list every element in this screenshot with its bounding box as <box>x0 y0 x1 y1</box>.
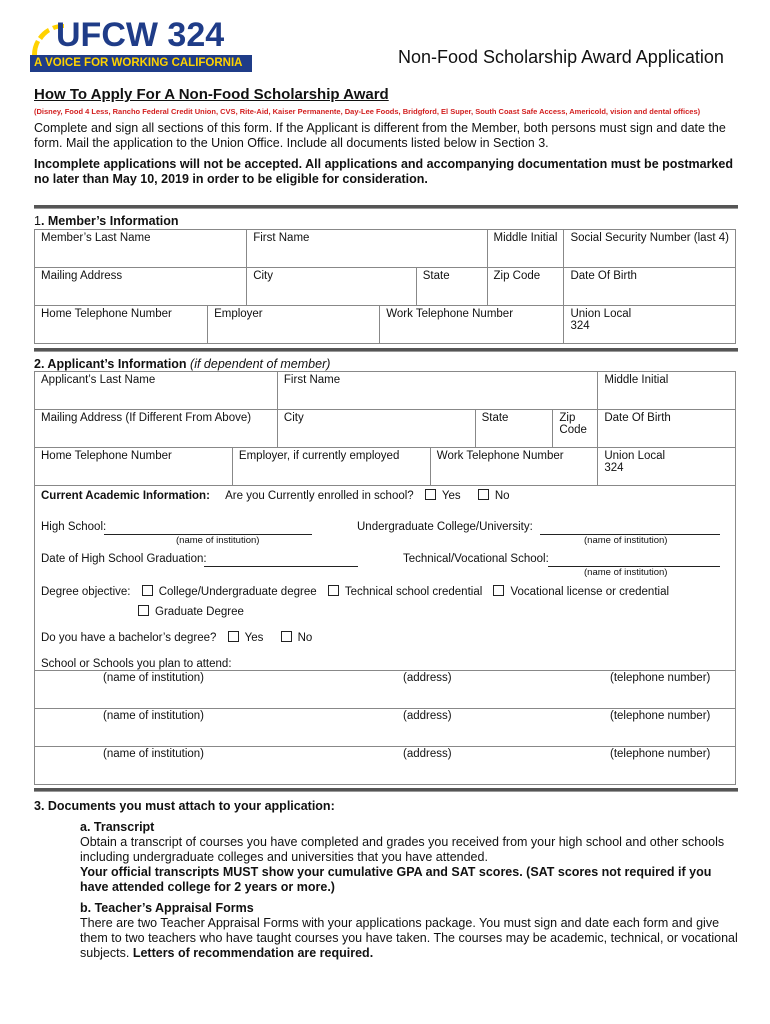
school2-input-line[interactable] <box>34 746 736 747</box>
hs-graduation-input[interactable] <box>204 566 358 567</box>
applicant-middle-initial-field[interactable]: Middle Initial <box>598 372 736 410</box>
section3-heading: 3. Documents you must attach to your application: <box>34 799 335 813</box>
applicant-first-name-field[interactable]: First Name <box>277 372 597 410</box>
tech-voc-label: Technical/Vocational School: <box>403 553 549 565</box>
applicant-mailing-field[interactable]: Mailing Address (If Different From Above) <box>35 410 278 448</box>
undergrad-label: Undergraduate College/University: <box>357 521 533 533</box>
applicant-city-field[interactable]: City <box>277 410 475 448</box>
member-middle-initial-field[interactable]: Middle Initial <box>487 230 564 268</box>
applicant-employer-field[interactable]: Employer, if currently employed <box>232 448 430 486</box>
section1-rule <box>34 205 738 209</box>
intro-deadline: Incomplete applications will not be accepted. All applications and accompanying documentation must be postmarked no later than May 10, 2019 in order to be eligible for consideration. <box>34 157 733 186</box>
degree-objective-row: Degree objective: College/Undergraduate degree Technical school credential Vocational license or credential <box>41 586 670 598</box>
transcript-requirement: Your official transcripts MUST show your cumulative GPA and SAT scores. (SAT scores not required if you have attended college for 2 years or more.) <box>80 865 712 894</box>
member-city-field[interactable]: City <box>247 268 417 306</box>
member-info-table <box>34 229 736 344</box>
high-school-label: High School: <box>41 521 107 533</box>
logo-tagline: A VOICE FOR WORKING CALIFORNIA <box>30 55 252 72</box>
school3-address: (address) <box>403 748 452 760</box>
school3-institution: (name of institution) <box>103 748 204 760</box>
appraisal-body: There are two Teacher Appraisal Forms with your applications package. You must sign and date each form and give them to two teachers who have taught courses you have taken. The courses may be academic, technical, or vocational subjects. Letters of recommendation are required. <box>80 916 738 960</box>
member-employer-field[interactable]: Employer <box>208 306 380 344</box>
member-ssn-field[interactable]: Social Security Number (last 4) <box>564 230 736 268</box>
section3-rule <box>34 788 738 792</box>
school3-telephone: (telephone number) <box>610 748 711 760</box>
degree-graduate-checkbox[interactable] <box>138 605 149 616</box>
logo-text: UFCW 324 <box>56 16 225 54</box>
school2-institution: (name of institution) <box>103 710 204 722</box>
member-mailing-field[interactable]: Mailing Address <box>35 268 247 306</box>
school1-input-line[interactable] <box>34 708 736 709</box>
school2-telephone: (telephone number) <box>610 710 711 722</box>
applicant-info-table <box>34 371 736 486</box>
applicant-union-local-field[interactable]: Union Local 324 <box>598 448 736 486</box>
undergrad-hint: (name of institution) <box>584 535 668 546</box>
bachelor-row: Do you have a bachelor’s degree? Yes No <box>41 632 313 644</box>
applicant-state-field[interactable]: State <box>475 410 553 448</box>
degree-tech-checkbox[interactable] <box>328 585 339 596</box>
section1-heading: 1. Member’s Information <box>34 214 179 228</box>
enrolled-yes-checkbox[interactable] <box>425 489 436 500</box>
high-school-hint: (name of institution) <box>176 535 260 546</box>
member-last-name-field[interactable]: Member’s Last Name <box>35 230 247 268</box>
employer-list: (Disney, Food 4 Less, Rancho Federal Credit Union, CVS, Rite-Aid, Kaiser Permanente, Day-Lee Foods, Bridgford, El Super, South Coast Safe Access, Americold, vision and dental offices) <box>34 107 701 116</box>
appraisal-title: b. Teacher’s Appraisal Forms <box>80 901 254 915</box>
applicant-zip-field[interactable]: Zip Code <box>553 410 598 448</box>
ufcw-logo <box>30 16 252 72</box>
member-union-local-field[interactable]: Union Local 324 <box>564 306 736 344</box>
schools-plan-label: School or Schools you plan to attend: <box>41 658 232 670</box>
bachelor-no-checkbox[interactable] <box>281 631 292 642</box>
bachelor-yes-checkbox[interactable] <box>228 631 239 642</box>
applicant-work-phone-field[interactable]: Work Telephone Number <box>430 448 598 486</box>
enrolled-no-checkbox[interactable] <box>478 489 489 500</box>
degree-voc-checkbox[interactable] <box>493 585 504 596</box>
member-state-field[interactable]: State <box>416 268 487 306</box>
member-home-phone-field[interactable]: Home Telephone Number <box>35 306 208 344</box>
school1-address: (address) <box>403 672 452 684</box>
section2-heading: 2. Applicant’s Information (if dependent of member) <box>34 357 331 371</box>
applicant-last-name-field[interactable]: Applicant’s Last Name <box>35 372 278 410</box>
section2-rule <box>34 348 738 352</box>
member-zip-field[interactable]: Zip Code <box>487 268 564 306</box>
applicant-home-phone-field[interactable]: Home Telephone Number <box>35 448 233 486</box>
member-dob-field[interactable]: Date Of Birth <box>564 268 736 306</box>
school1-telephone: (telephone number) <box>610 672 711 684</box>
school2-address: (address) <box>403 710 452 722</box>
schools-rule <box>34 670 736 671</box>
school1-institution: (name of institution) <box>103 672 204 684</box>
transcript-body: Obtain a transcript of courses you have completed and grades you received from your high school and other schools including undergraduate colleges and universities that you have attended. <box>80 835 725 864</box>
hs-graduation-label: Date of High School Graduation: <box>41 553 207 565</box>
tech-voc-hint: (name of institution) <box>584 567 668 578</box>
degree-graduate-row: Graduate Degree <box>130 605 244 618</box>
member-first-name-field[interactable]: First Name <box>247 230 487 268</box>
member-work-phone-field[interactable]: Work Telephone Number <box>380 306 564 344</box>
intro-instructions: Complete and sign all sections of this form. If the Applicant is different from the Member, both persons must sign and date the form. Mail the application to the Union Office. Include all documents listed below in Section 3. <box>34 121 726 150</box>
transcript-title: a. Transcript <box>80 820 155 834</box>
document-title: Non-Food Scholarship Award Application <box>398 47 724 67</box>
applicant-dob-field[interactable]: Date Of Birth <box>598 410 736 448</box>
degree-college-checkbox[interactable] <box>142 585 153 596</box>
academic-row: Current Academic Information: Are you Currently enrolled in school? Yes No <box>41 490 510 502</box>
intro-heading: How To Apply For A Non-Food Scholarship Award <box>34 86 389 103</box>
